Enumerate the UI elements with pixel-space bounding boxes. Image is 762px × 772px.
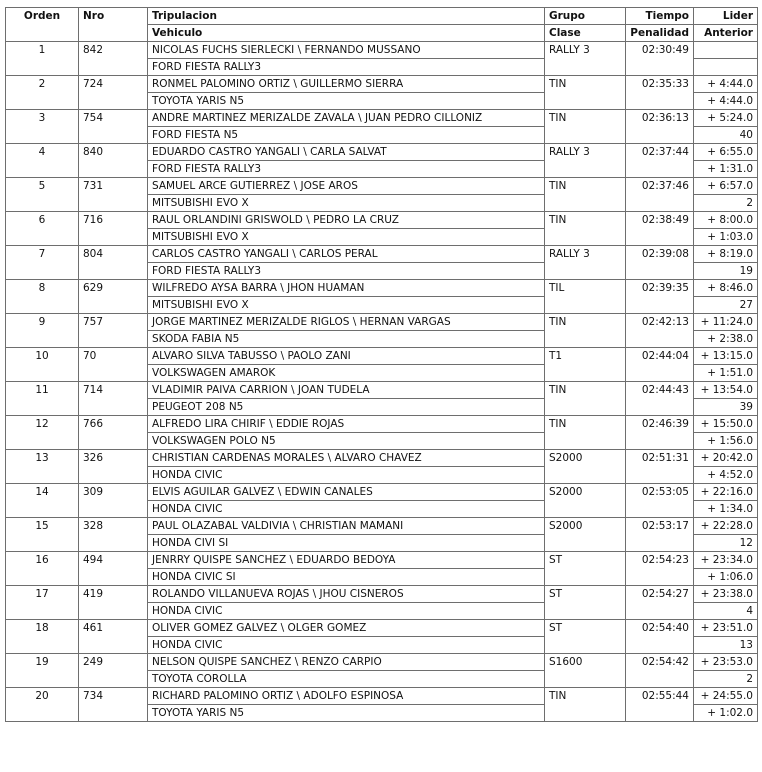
results-table-body bbox=[6, 42, 758, 722]
tiempo-cell: 02:35:33 bbox=[626, 76, 694, 110]
tiempo-cell: 02:37:44 bbox=[626, 144, 694, 178]
tripulacion-cell: JORGE MARTINEZ MERIZALDE RIGLOS \ HERNAN VARGAS bbox=[148, 314, 545, 331]
header-tiempo: Tiempo bbox=[626, 8, 694, 25]
grupo-cell: TIN bbox=[545, 110, 626, 144]
tripulacion-cell: CARLOS CASTRO YANGALI \ CARLOS PERAL bbox=[148, 246, 545, 263]
lider-cell: + 4:44.0 bbox=[694, 76, 758, 93]
lider-cell: + 15:50.0 bbox=[694, 416, 758, 433]
lider-cell: + 20:42.0 bbox=[694, 450, 758, 467]
grupo-cell: TIN bbox=[545, 688, 626, 722]
table-row bbox=[6, 688, 758, 705]
tiempo-cell: 02:54:42 bbox=[626, 654, 694, 688]
orden-cell: 2 bbox=[6, 76, 79, 110]
tripulacion-cell: RICHARD PALOMINO ORTIZ \ ADOLFO ESPINOSA bbox=[148, 688, 545, 705]
grupo-cell: RALLY 3 bbox=[545, 42, 626, 76]
lider-cell: + 8:46.0 bbox=[694, 280, 758, 297]
vehiculo-cell: HONDA CIVIC SI bbox=[148, 569, 545, 586]
table-row bbox=[6, 586, 758, 603]
tiempo-cell: 02:36:13 bbox=[626, 110, 694, 144]
nro-cell: 731 bbox=[79, 178, 148, 212]
results-table-header bbox=[6, 8, 758, 42]
nro-cell: 70 bbox=[79, 348, 148, 382]
tiempo-cell: 02:39:08 bbox=[626, 246, 694, 280]
grupo-cell: ST bbox=[545, 552, 626, 586]
orden-cell: 1 bbox=[6, 42, 79, 76]
anterior-cell: + 1:34.0 bbox=[694, 501, 758, 518]
grupo-cell: S1600 bbox=[545, 654, 626, 688]
table-row bbox=[6, 76, 758, 93]
grupo-cell: T1 bbox=[545, 348, 626, 382]
vehiculo-cell: HONDA CIVI SI bbox=[148, 535, 545, 552]
vehiculo-cell: TOYOTA YARIS N5 bbox=[148, 93, 545, 110]
orden-cell: 18 bbox=[6, 620, 79, 654]
lider-cell: + 24:55.0 bbox=[694, 688, 758, 705]
table-row bbox=[6, 348, 758, 365]
lider-cell: + 23:51.0 bbox=[694, 620, 758, 637]
tripulacion-cell: ELVIS AGUILAR GALVEZ \ EDWIN CANALES bbox=[148, 484, 545, 501]
table-row bbox=[6, 144, 758, 161]
grupo-cell: TIN bbox=[545, 416, 626, 450]
anterior-cell: + 1:31.0 bbox=[694, 161, 758, 178]
table-row bbox=[6, 280, 758, 297]
header-row-1 bbox=[6, 8, 758, 25]
tiempo-cell: 02:37:46 bbox=[626, 178, 694, 212]
anterior-cell: 40 bbox=[694, 127, 758, 144]
lider-cell: + 23:34.0 bbox=[694, 552, 758, 569]
orden-cell: 17 bbox=[6, 586, 79, 620]
tripulacion-cell: PAUL OLAZABAL VALDIVIA \ CHRISTIAN MAMANI bbox=[148, 518, 545, 535]
tripulacion-cell: NELSON QUISPE SANCHEZ \ RENZO CARPIO bbox=[148, 654, 545, 671]
vehiculo-cell: HONDA CIVIC bbox=[148, 467, 545, 484]
table-row bbox=[6, 314, 758, 331]
nro-cell: 419 bbox=[79, 586, 148, 620]
anterior-cell: 19 bbox=[694, 263, 758, 280]
tripulacion-cell: OLIVER GOMEZ GALVEZ \ OLGER GOMEZ bbox=[148, 620, 545, 637]
anterior-cell: 13 bbox=[694, 637, 758, 654]
orden-cell: 16 bbox=[6, 552, 79, 586]
lider-cell: + 23:38.0 bbox=[694, 586, 758, 603]
tiempo-cell: 02:38:49 bbox=[626, 212, 694, 246]
lider-cell: + 8:19.0 bbox=[694, 246, 758, 263]
vehiculo-cell: MITSUBISHI EVO X bbox=[148, 195, 545, 212]
tripulacion-cell: RAUL ORLANDINI GRISWOLD \ PEDRO LA CRUZ bbox=[148, 212, 545, 229]
orden-cell: 4 bbox=[6, 144, 79, 178]
tiempo-cell: 02:44:04 bbox=[626, 348, 694, 382]
orden-cell: 10 bbox=[6, 348, 79, 382]
anterior-cell: + 1:03.0 bbox=[694, 229, 758, 246]
nro-cell: 757 bbox=[79, 314, 148, 348]
tiempo-cell: 02:55:44 bbox=[626, 688, 694, 722]
lider-cell: + 6:55.0 bbox=[694, 144, 758, 161]
tripulacion-cell: ROLANDO VILLANUEVA ROJAS \ JHOU CISNEROS bbox=[148, 586, 545, 603]
orden-cell: 8 bbox=[6, 280, 79, 314]
vehiculo-cell: VOLKSWAGEN POLO N5 bbox=[148, 433, 545, 450]
grupo-cell: S2000 bbox=[545, 484, 626, 518]
anterior-cell: + 1:56.0 bbox=[694, 433, 758, 450]
table-row bbox=[6, 416, 758, 433]
lider-cell: + 6:57.0 bbox=[694, 178, 758, 195]
header-nro: Nro bbox=[79, 8, 148, 42]
grupo-cell: RALLY 3 bbox=[545, 246, 626, 280]
vehiculo-cell: MITSUBISHI EVO X bbox=[148, 229, 545, 246]
anterior-cell: 39 bbox=[694, 399, 758, 416]
grupo-cell: TIN bbox=[545, 76, 626, 110]
tripulacion-cell: VLADIMIR PAIVA CARRION \ JOAN TUDELA bbox=[148, 382, 545, 399]
lider-cell: + 22:16.0 bbox=[694, 484, 758, 501]
vehiculo-cell: HONDA CIVIC bbox=[148, 637, 545, 654]
table-row bbox=[6, 620, 758, 637]
tripulacion-cell: CHRISTIAN CARDENAS MORALES \ ALVARO CHAVEZ bbox=[148, 450, 545, 467]
tripulacion-cell: WILFREDO AYSA BARRA \ JHON HUAMAN bbox=[148, 280, 545, 297]
grupo-cell: TIL bbox=[545, 280, 626, 314]
table-row bbox=[6, 212, 758, 229]
tiempo-cell: 02:54:40 bbox=[626, 620, 694, 654]
header-penalidad: Penalidad bbox=[626, 25, 694, 42]
header-lider: Lider bbox=[694, 8, 758, 25]
tripulacion-cell: ALVARO SILVA TABUSSO \ PAOLO ZANI bbox=[148, 348, 545, 365]
table-row bbox=[6, 450, 758, 467]
orden-cell: 11 bbox=[6, 382, 79, 416]
tripulacion-cell: SAMUEL ARCE GUTIERREZ \ JOSE AROS bbox=[148, 178, 545, 195]
vehiculo-cell: FORD FIESTA RALLY3 bbox=[148, 263, 545, 280]
nro-cell: 714 bbox=[79, 382, 148, 416]
grupo-cell: ST bbox=[545, 586, 626, 620]
lider-cell: + 22:28.0 bbox=[694, 518, 758, 535]
grupo-cell: TIN bbox=[545, 212, 626, 246]
vehiculo-cell: SKODA FABIA N5 bbox=[148, 331, 545, 348]
tripulacion-cell: ALFREDO LIRA CHIRIF \ EDDIE ROJAS bbox=[148, 416, 545, 433]
tiempo-cell: 02:53:17 bbox=[626, 518, 694, 552]
tiempo-cell: 02:30:49 bbox=[626, 42, 694, 76]
nro-cell: 754 bbox=[79, 110, 148, 144]
grupo-cell: RALLY 3 bbox=[545, 144, 626, 178]
nro-cell: 734 bbox=[79, 688, 148, 722]
grupo-cell: S2000 bbox=[545, 518, 626, 552]
anterior-cell bbox=[694, 59, 758, 76]
nro-cell: 328 bbox=[79, 518, 148, 552]
tiempo-cell: 02:51:31 bbox=[626, 450, 694, 484]
tiempo-cell: 02:39:35 bbox=[626, 280, 694, 314]
lider-cell: + 5:24.0 bbox=[694, 110, 758, 127]
lider-cell: + 23:53.0 bbox=[694, 654, 758, 671]
table-row bbox=[6, 246, 758, 263]
results-table bbox=[5, 7, 758, 722]
vehiculo-cell: TOYOTA YARIS N5 bbox=[148, 705, 545, 722]
anterior-cell: + 1:06.0 bbox=[694, 569, 758, 586]
header-clase: Clase bbox=[545, 25, 626, 42]
grupo-cell: TIN bbox=[545, 178, 626, 212]
table-row bbox=[6, 518, 758, 535]
lider-cell: + 13:54.0 bbox=[694, 382, 758, 399]
nro-cell: 249 bbox=[79, 654, 148, 688]
vehiculo-cell: TOYOTA COROLLA bbox=[148, 671, 545, 688]
nro-cell: 326 bbox=[79, 450, 148, 484]
table-row bbox=[6, 178, 758, 195]
table-row bbox=[6, 552, 758, 569]
tiempo-cell: 02:46:39 bbox=[626, 416, 694, 450]
orden-cell: 15 bbox=[6, 518, 79, 552]
table-row bbox=[6, 110, 758, 127]
orden-cell: 20 bbox=[6, 688, 79, 722]
nro-cell: 461 bbox=[79, 620, 148, 654]
table-row bbox=[6, 484, 758, 501]
anterior-cell: + 2:38.0 bbox=[694, 331, 758, 348]
vehiculo-cell: HONDA CIVIC bbox=[148, 501, 545, 518]
orden-cell: 6 bbox=[6, 212, 79, 246]
anterior-cell: 2 bbox=[694, 671, 758, 688]
lider-cell: + 8:00.0 bbox=[694, 212, 758, 229]
nro-cell: 804 bbox=[79, 246, 148, 280]
orden-cell: 7 bbox=[6, 246, 79, 280]
anterior-cell: 12 bbox=[694, 535, 758, 552]
anterior-cell: 27 bbox=[694, 297, 758, 314]
lider-cell bbox=[694, 42, 758, 59]
grupo-cell: TIN bbox=[545, 382, 626, 416]
nro-cell: 842 bbox=[79, 42, 148, 76]
anterior-cell: 4 bbox=[694, 603, 758, 620]
vehiculo-cell: FORD FIESTA N5 bbox=[148, 127, 545, 144]
grupo-cell: ST bbox=[545, 620, 626, 654]
lider-cell: + 11:24.0 bbox=[694, 314, 758, 331]
anterior-cell: + 1:02.0 bbox=[694, 705, 758, 722]
tripulacion-cell: NICOLAS FUCHS SIERLECKI \ FERNANDO MUSSANO bbox=[148, 42, 545, 59]
anterior-cell: + 1:51.0 bbox=[694, 365, 758, 382]
vehiculo-cell: FORD FIESTA RALLY3 bbox=[148, 161, 545, 178]
orden-cell: 9 bbox=[6, 314, 79, 348]
tiempo-cell: 02:42:13 bbox=[626, 314, 694, 348]
lider-cell: + 13:15.0 bbox=[694, 348, 758, 365]
header-orden: Orden bbox=[6, 8, 79, 42]
orden-cell: 12 bbox=[6, 416, 79, 450]
vehiculo-cell: VOLKSWAGEN AMAROK bbox=[148, 365, 545, 382]
grupo-cell: TIN bbox=[545, 314, 626, 348]
tripulacion-cell: EDUARDO CASTRO YANGALI \ CARLA SALVAT bbox=[148, 144, 545, 161]
header-grupo: Grupo bbox=[545, 8, 626, 25]
tiempo-cell: 02:54:27 bbox=[626, 586, 694, 620]
anterior-cell: 2 bbox=[694, 195, 758, 212]
table-row bbox=[6, 654, 758, 671]
tripulacion-cell: RONMEL PALOMINO ORTIZ \ GUILLERMO SIERRA bbox=[148, 76, 545, 93]
nro-cell: 309 bbox=[79, 484, 148, 518]
vehiculo-cell: MITSUBISHI EVO X bbox=[148, 297, 545, 314]
tripulacion-cell: JENRRY QUISPE SANCHEZ \ EDUARDO BEDOYA bbox=[148, 552, 545, 569]
orden-cell: 19 bbox=[6, 654, 79, 688]
anterior-cell: + 4:44.0 bbox=[694, 93, 758, 110]
nro-cell: 629 bbox=[79, 280, 148, 314]
orden-cell: 3 bbox=[6, 110, 79, 144]
nro-cell: 716 bbox=[79, 212, 148, 246]
nro-cell: 766 bbox=[79, 416, 148, 450]
orden-cell: 5 bbox=[6, 178, 79, 212]
vehiculo-cell: FORD FIESTA RALLY3 bbox=[148, 59, 545, 76]
anterior-cell: + 4:52.0 bbox=[694, 467, 758, 484]
orden-cell: 13 bbox=[6, 450, 79, 484]
nro-cell: 840 bbox=[79, 144, 148, 178]
vehiculo-cell: PEUGEOT 208 N5 bbox=[148, 399, 545, 416]
grupo-cell: S2000 bbox=[545, 450, 626, 484]
tripulacion-cell: ANDRE MARTINEZ MERIZALDE ZAVALA \ JUAN PEDRO CILLONIZ bbox=[148, 110, 545, 127]
vehiculo-cell: HONDA CIVIC bbox=[148, 603, 545, 620]
header-anterior: Anterior bbox=[694, 25, 758, 42]
header-tripulacion: Tripulacion bbox=[148, 8, 545, 25]
nro-cell: 724 bbox=[79, 76, 148, 110]
tiempo-cell: 02:53:05 bbox=[626, 484, 694, 518]
nro-cell: 494 bbox=[79, 552, 148, 586]
header-vehiculo: Vehiculo bbox=[148, 25, 545, 42]
tiempo-cell: 02:44:43 bbox=[626, 382, 694, 416]
orden-cell: 14 bbox=[6, 484, 79, 518]
table-row bbox=[6, 382, 758, 399]
table-row bbox=[6, 42, 758, 59]
tiempo-cell: 02:54:23 bbox=[626, 552, 694, 586]
